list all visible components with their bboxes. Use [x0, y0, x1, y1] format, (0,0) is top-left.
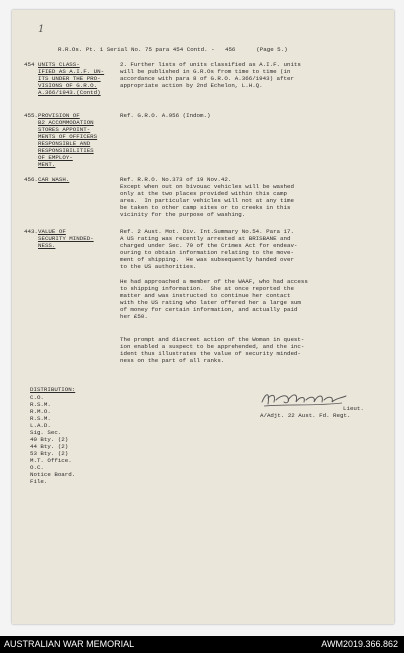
section-heading: CAR WASH. — [38, 176, 70, 183]
archive-name: AUSTRALIAN WAR MEMORIAL — [4, 639, 135, 649]
signatory-rank: Lieut. — [343, 405, 364, 412]
section-number: 456. — [24, 176, 38, 183]
section-paragraph: He had approached a member of the WAAF, who had access to shipping information. She at once reported the matter and was instructed to continue her contact with the US rating who later offered her a large sum of money for certain information, and actually paid her £50. — [120, 278, 308, 320]
section-heading: UNITS CLASS- IFIED AS A.I.F. UN- ITS UNDER THE PRO- VISIONS OF G.R.O. A.366/1943.(Contd) — [38, 61, 105, 96]
signatory-appointment: A/Adjt. 22 Aust. Fd. Regt. — [260, 412, 351, 419]
margin-mark: 1 — [38, 24, 45, 35]
section-heading: PROVISION OF B2 ACCOMMODATION STORES APPOINT- MENTS OF OFFICERS RESPONSIBLE AND RESPONSIBILITIES OF EMPLOY- MENT. — [38, 112, 98, 168]
section-number: 443. — [24, 228, 38, 235]
section-number: 454 — [24, 61, 35, 68]
archive-footer — [0, 636, 404, 653]
archive-reference: AWM2019.366.862 — [321, 639, 398, 649]
section-body: Ref. G.R.O. A.956 (Indom.) — [120, 112, 211, 119]
handwritten-signature — [258, 388, 350, 410]
section-body: Ref. 2 Aust. Mot. Div. Int.Summary No.54. Para 17. A US rating was recently arrested at BRISBANE and charged under Sec. 70 of the Crimes Act for endeav- ouring to obtain information relating to the move- ment of shipping. He was subsequently handed over to the US authorities. — [120, 228, 298, 270]
document-page — [12, 10, 394, 624]
section-number: 455. — [24, 112, 38, 119]
distribution-title: DISTRIBUTION: — [30, 386, 76, 393]
section-body: 2. Further lists of units classified as A.I.F. units will be published in G.R.Os from time to time (in accordance with para 8 of G.R.O. A.366/1943) after appropriate action by 2nd Echelon, L.H.Q. — [120, 61, 301, 89]
page-header: R.R.Os. Pt. 1 Serial No. 75 para 454 Contd. - 456 (Page 5.) — [58, 46, 288, 53]
section-paragraph: The prompt and discreet action of the Woman in quest- ion enabled a suspect to be apprehended, and the inc- ident thus illustrates the value of security minded- ness on the part of all ranks. — [120, 336, 305, 364]
section-body: Ref. R.R.O. No.373 of 19 Nov.42. Except when out on bivouac vehicles will be washed only at the two places provided within this camp area. In particular vehicles will not at any time be taken to other camp sites or to creeks in this vicinity for the purpose of washing. — [120, 176, 294, 218]
distribution-list: C.O. R.S.M. R.M.O. R.S.M. L.A.D. Sig. Sec. 40 Bty. (2) 44 Bty. (2) 53 Bty. (2) M.T. Office. O.C. Notice Board. File. — [30, 394, 76, 485]
section-heading: VALUE OF SECURITY MINDED- NESS. — [38, 228, 94, 249]
